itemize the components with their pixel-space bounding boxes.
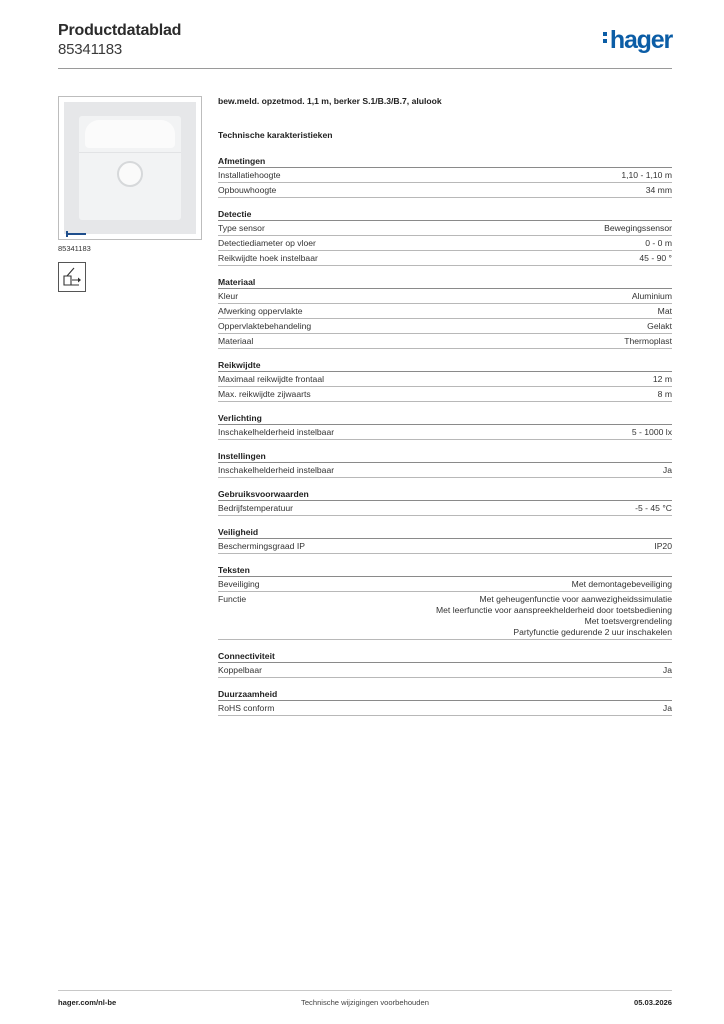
spec-value — [654, 541, 672, 552]
spec-group-title: Verlichting — [218, 413, 672, 425]
spec-group — [218, 651, 672, 678]
spec-value-line: 45 - 90 ° — [639, 252, 672, 263]
spec-value-line: 12 m — [652, 373, 672, 384]
spec-label: Beschermingsgraad IP — [218, 540, 305, 551]
spec-group — [218, 565, 672, 640]
spec-value — [658, 306, 672, 317]
spec-label: Max. reikwijdte zijwaarts — [218, 388, 311, 399]
spec-row — [218, 221, 672, 236]
spec-value — [639, 253, 672, 264]
spec-value-line: Ja — [662, 664, 672, 675]
spec-label: Bedrijfstemperatuur — [218, 502, 293, 513]
spec-value-line: Thermoplast — [624, 335, 672, 346]
spec-row — [218, 304, 672, 319]
spec-group — [218, 689, 672, 716]
spec-value — [645, 238, 672, 249]
footer-website: hager.com/nl-be — [58, 998, 117, 1007]
spec-label: Functie — [218, 593, 247, 604]
spec-label: Beveiliging — [218, 578, 260, 589]
spec-label: Type sensor — [218, 222, 265, 233]
hager-logo — [603, 26, 672, 55]
sensor-lens-icon — [117, 161, 143, 187]
spec-value — [632, 291, 672, 302]
spec-value — [663, 465, 672, 476]
spec-value-line: Aluminium — [631, 290, 672, 301]
spec-value — [572, 579, 672, 590]
spec-row — [218, 236, 672, 251]
spec-value-line: Met demontagebeveiliging — [571, 578, 672, 589]
spec-value — [621, 170, 672, 181]
spec-value — [635, 503, 672, 514]
spec-value-line: 5 - 1000 lx — [631, 426, 672, 437]
footer-divider — [58, 990, 672, 991]
spec-value — [632, 427, 672, 438]
spec-value-line: 1,10 - 1,10 m — [621, 169, 672, 180]
spec-row — [218, 701, 672, 716]
spec-group — [218, 156, 672, 198]
sensor-plate — [79, 116, 181, 220]
spec-group — [218, 451, 672, 478]
logo-dots-icon — [603, 32, 608, 46]
spec-label: Inschakelhelderheid instelbaar — [218, 464, 335, 475]
spec-row — [218, 463, 672, 478]
spec-group — [218, 360, 672, 402]
spec-value-line: Ja — [662, 464, 672, 475]
spec-label: Opbouwhoogte — [218, 184, 277, 195]
spec-row — [218, 183, 672, 198]
spec-groups — [218, 156, 672, 716]
spec-group-title: Connectiviteit — [218, 651, 672, 663]
spec-group — [218, 209, 672, 266]
spec-value-line: 34 mm — [645, 184, 672, 195]
spec-group-title: Detectie — [218, 209, 672, 221]
document-title: Productdatablad — [58, 22, 182, 39]
spec-group-title: Teksten — [218, 565, 672, 577]
spec-value-line: IP20 — [654, 540, 672, 551]
spec-row — [218, 372, 672, 387]
spec-group — [218, 489, 672, 516]
spec-value — [653, 374, 672, 385]
spec-group-title: Reikwijdte — [218, 360, 672, 372]
spec-group-title: Veiligheid — [218, 527, 672, 539]
spec-row — [218, 319, 672, 334]
spec-value-line: Met toetsvergrendeling — [584, 615, 672, 626]
spec-value-line: Met geheugenfunctie voor aanwezigheidssimulatie — [479, 593, 672, 604]
spec-group — [218, 413, 672, 440]
footer-disclaimer: Technische wijzigingen voorbehouden — [301, 998, 429, 1007]
tech-heading: Technische karakteristieken — [218, 130, 333, 140]
spec-value-line: 0 - 0 m — [645, 237, 672, 248]
spec-row — [218, 289, 672, 304]
spec-row — [218, 592, 672, 640]
image-caption: 85341183 — [58, 244, 91, 253]
spec-value — [646, 185, 672, 196]
spec-group-title: Duurzaamheid — [218, 689, 672, 701]
product-number: 85341183 — [58, 41, 123, 58]
spec-label: Koppelbaar — [218, 664, 262, 675]
spec-value-line: -5 - 45 °C — [635, 502, 672, 513]
spec-group-title: Afmetingen — [218, 156, 672, 168]
spec-label: Reikwijdte hoek instelbaar — [218, 252, 318, 263]
spec-value — [604, 223, 672, 234]
spec-group-title: Materiaal — [218, 277, 672, 289]
page-footer — [58, 998, 672, 1010]
spec-row — [218, 577, 672, 592]
spec-value — [647, 321, 672, 332]
header-divider — [58, 68, 672, 69]
spec-value-line: Ja — [662, 702, 672, 713]
spec-group — [218, 277, 672, 349]
spec-group-title: Gebruiksvoorwaarden — [218, 489, 672, 501]
spec-group-title: Instellingen — [218, 451, 672, 463]
spec-row — [218, 334, 672, 349]
spec-label: Installatiehoogte — [218, 169, 281, 180]
motion-sensor-product-icon — [64, 102, 196, 234]
spec-value — [624, 336, 672, 347]
spec-row — [218, 501, 672, 516]
product-image-frame — [58, 96, 202, 240]
sensor-band — [79, 152, 181, 153]
spec-label: Detectiediameter op vloer — [218, 237, 316, 248]
spec-row — [218, 251, 672, 266]
spec-row — [218, 168, 672, 183]
spec-row — [218, 425, 672, 440]
scale-bar-icon — [66, 231, 86, 237]
spec-value — [436, 594, 672, 638]
spec-value — [658, 389, 672, 400]
product-description: bew.meld. opzetmod. 1,1 m, berker S.1/B.3/B.7, alulook — [218, 96, 442, 106]
footer-date: 05.03.2026 — [633, 998, 672, 1007]
spec-value-line: Met leerfunctie voor aanspreekhelderheid door toetsbediening — [435, 604, 672, 615]
spec-label: Materiaal — [218, 335, 254, 346]
spec-value-line: Mat — [657, 305, 672, 316]
spec-row — [218, 539, 672, 554]
spec-label: Kleur — [218, 290, 239, 301]
spec-value-line: 8 m — [657, 388, 672, 399]
spec-value — [663, 703, 672, 714]
spec-label: Oppervlaktebehandeling — [218, 320, 312, 331]
spec-label: Inschakelhelderheid instelbaar — [218, 426, 335, 437]
spec-value-line: Gelakt — [647, 320, 672, 331]
spec-value-line: Partyfunctie gedurende 2 uur inschakelen — [513, 626, 672, 637]
spec-content — [218, 96, 672, 727]
spec-row — [218, 387, 672, 402]
spec-value — [663, 665, 672, 676]
spec-group — [218, 527, 672, 554]
spec-label: Maximaal reikwijdte frontaal — [218, 373, 325, 384]
logo-text: hager — [609, 26, 672, 54]
sensor-top-cover — [85, 120, 175, 148]
page-header — [58, 22, 672, 68]
spec-label: RoHS conform — [218, 702, 275, 713]
spec-label: Afwerking oppervlakte — [218, 305, 303, 316]
motion-detector-symbol-icon — [58, 262, 86, 292]
spec-row — [218, 663, 672, 678]
spec-value-line: Bewegingssensor — [604, 222, 672, 233]
